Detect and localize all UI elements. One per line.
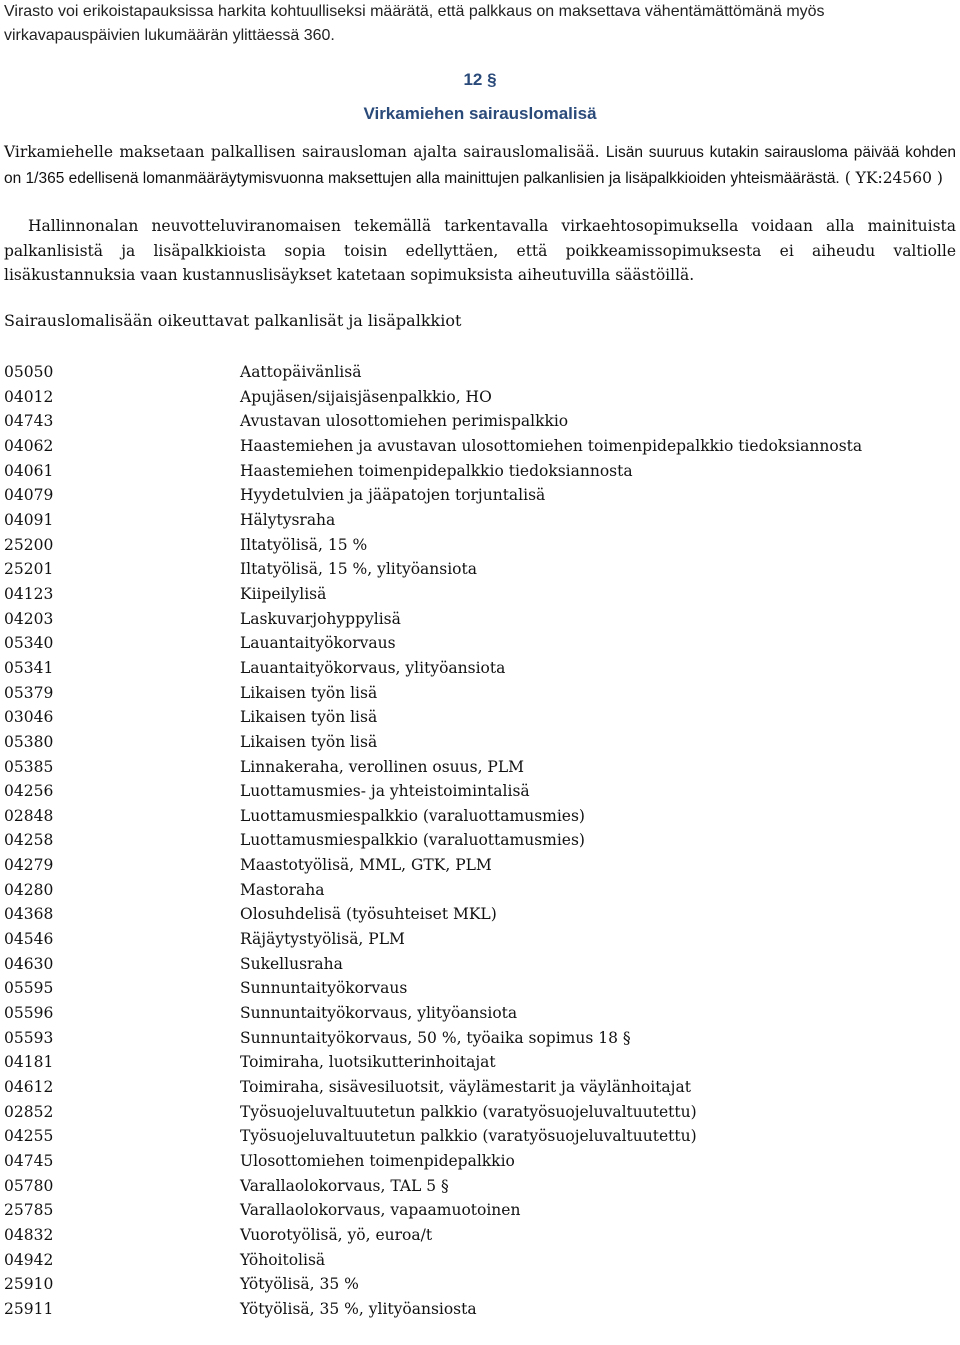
item-code: 04256 <box>4 782 54 801</box>
item-code: 04612 <box>4 1078 54 1097</box>
item-code: 25200 <box>4 535 54 554</box>
intro-amount-text: Lisän suuruus kutakin sairausloma päivää kohden on 1/365 edellisenä lomanmääräytymisvuonna maksettujen alla mainittujen palkanlisien ja lisäpalkkioiden yhteismäärästä. <box>4 144 956 187</box>
item-description: Yöhoitolisä <box>240 1250 326 1269</box>
list-item <box>4 1001 954 1026</box>
item-description: Toimiraha, luotsikutterinhoitajat <box>240 1053 496 1072</box>
list-item <box>4 1100 954 1125</box>
item-description: Räjäytystyölisä, PLM <box>240 930 405 949</box>
item-description: Aattopäivänlisä <box>240 363 362 381</box>
item-description: Työsuojeluvaltuutetun palkkio (varatyösuojeluvaltuutettu) <box>240 1127 697 1146</box>
item-description: Linnakeraha, verollinen osuus, PLM <box>240 757 525 776</box>
item-code: 04255 <box>4 1127 54 1146</box>
item-code: 04012 <box>4 387 54 406</box>
agreement-paragraph <box>4 214 956 288</box>
list-item <box>4 1075 954 1100</box>
item-code: 05380 <box>4 732 54 751</box>
item-description: Varallaolokorvaus, vapaamuotoinen <box>240 1201 521 1220</box>
item-description: Olosuhdelisä (työsuhteiset MKL) <box>240 905 497 924</box>
item-code: 04745 <box>4 1152 54 1170</box>
item-description: Kiipeilylisä <box>240 584 327 603</box>
section-number: 12 § <box>463 70 497 89</box>
list-item <box>4 533 954 558</box>
item-code: 04079 <box>4 486 54 505</box>
item-description: Luottamusmiespalkkio (varaluottamusmies) <box>240 806 585 825</box>
list-item <box>4 1248 954 1273</box>
agreement-text: Hallinnonalan neuvotteluviranomaisen tekemällä tarkentavalla virkaehtosopimuksella voidaan alla mainituista palkanlisistä ja lisäpalkkioista sopia toisin edellyttäen, että poikkeamissopimuksesta ei aiheudu valtiolle lisäkustannuksia vaan kustannuslisäykset katetaan sopimuksista aiheutuvilla säästöillä. <box>4 217 956 285</box>
intro-text: Virkamiehelle maksetaan palkallisen sairausloman ajalta sairauslomalisää. <box>4 143 600 161</box>
list-item <box>4 976 954 1001</box>
item-description: Avustavan ulosottomiehen perimispalkkio <box>240 412 569 431</box>
item-code: 25201 <box>4 560 54 579</box>
item-description: Lauantaityökorvaus <box>240 634 396 653</box>
item-description: Vuorotyölisä, yö, euroa/t <box>240 1225 433 1244</box>
item-description: Likaisen työn lisä <box>240 732 378 751</box>
item-code: 25911 <box>4 1299 54 1318</box>
intro-reference: ( YK:24560 ) <box>844 168 943 187</box>
item-description: Iltatyölisä, 15 % <box>240 535 368 554</box>
list-item <box>4 952 954 977</box>
list-item <box>4 582 954 607</box>
list-item <box>4 409 954 434</box>
item-description: Luottamusmies- ja yhteistoimintalisä <box>240 782 530 801</box>
item-description: Yötyölisä, 35 %, ylityöansiosta <box>240 1299 477 1318</box>
item-code: 04280 <box>4 880 54 899</box>
list-item <box>4 828 954 853</box>
item-description: Työsuojeluvaltuutetun palkkio (varatyösuojeluvaltuutettu) <box>240 1102 697 1121</box>
item-code: 04258 <box>4 831 54 850</box>
list-item <box>4 681 954 706</box>
list-item <box>4 607 954 632</box>
list-item <box>4 1198 954 1223</box>
item-code: 05593 <box>4 1028 54 1047</box>
list-item <box>4 804 954 829</box>
item-code: 04279 <box>4 856 54 875</box>
item-code: 05596 <box>4 1004 54 1023</box>
item-description: Maastotyölisä, MML, GTK, PLM <box>240 856 492 875</box>
list-item <box>4 755 954 780</box>
list-item <box>4 434 954 459</box>
item-code: 04630 <box>4 954 54 973</box>
item-description: Sukellusraha <box>240 954 343 973</box>
list-item <box>4 1026 954 1051</box>
list-item <box>4 878 954 903</box>
item-description: Sunnuntaityökorvaus, 50 %, työaika sopimus 18 § <box>240 1028 631 1047</box>
item-code: 05341 <box>4 658 54 677</box>
item-code: 04832 <box>4 1225 54 1244</box>
item-description: Lauantaityökorvaus, ylityöansiota <box>240 658 506 677</box>
list-item <box>4 385 954 410</box>
item-code: 04091 <box>4 510 54 529</box>
item-description: Likaisen työn lisä <box>240 708 378 727</box>
list-item <box>4 730 954 755</box>
list-item <box>4 459 954 484</box>
item-code: 04546 <box>4 930 54 949</box>
list-heading: Sairauslomalisään oikeuttavat palkanlisät ja lisäpalkkiot <box>4 311 462 330</box>
item-description: Apujäsen/sijaisjäsenpalkkio, HO <box>240 387 492 406</box>
item-code: 25910 <box>4 1275 54 1294</box>
list-item <box>4 1272 954 1297</box>
item-code: 02848 <box>4 806 54 825</box>
item-description: Luottamusmiespalkkio (varaluottamusmies) <box>240 831 585 850</box>
item-code: 04942 <box>4 1250 54 1269</box>
item-code: 04061 <box>4 461 54 480</box>
list-item <box>4 483 954 508</box>
item-code: 05385 <box>4 757 54 776</box>
item-description: Sunnuntaityökorvaus, ylityöansiota <box>240 1004 518 1023</box>
list-item <box>4 779 954 804</box>
item-code: 05780 <box>4 1176 54 1195</box>
item-description: Mastoraha <box>240 880 325 899</box>
item-code: 04368 <box>4 905 54 924</box>
item-description: Toimiraha, sisävesiluotsit, väylämestarit ja väylänhoitajat <box>240 1078 691 1097</box>
item-code: 04181 <box>4 1053 54 1072</box>
item-code: 04743 <box>4 412 54 431</box>
list-item <box>4 1174 954 1199</box>
item-description: Hyydetulvien ja jääpatojen torjuntalisä <box>240 486 546 505</box>
item-description: Likaisen työn lisä <box>240 683 378 702</box>
item-description: Varallaolokorvaus, TAL 5 § <box>240 1176 449 1195</box>
allowance-code-list <box>4 360 954 1322</box>
item-code: 25785 <box>4 1201 54 1220</box>
list-item <box>4 705 954 730</box>
list-item <box>4 631 954 656</box>
list-item <box>4 927 954 952</box>
item-description: Haastemiehen ja avustavan ulosottomiehen toimenpidepalkkio tiedoksiannosta <box>240 436 863 455</box>
item-description: Laskuvarjohyppylisä <box>240 609 401 628</box>
item-description: Sunnuntaityökorvaus <box>240 979 408 998</box>
item-code: 05050 <box>4 363 54 381</box>
intro-paragraph <box>4 140 956 191</box>
list-item <box>4 557 954 582</box>
list-item <box>4 853 954 878</box>
item-code: 04203 <box>4 609 54 628</box>
list-item <box>4 1297 954 1322</box>
item-code: 03046 <box>4 708 54 727</box>
item-description: Iltatyölisä, 15 %, ylityöansiota <box>240 560 477 579</box>
list-item <box>4 1124 954 1149</box>
item-description: Hälytysraha <box>240 510 336 529</box>
item-code: 05379 <box>4 683 54 702</box>
list-item <box>4 508 954 533</box>
continuation-paragraph: Virasto voi erikoistapauksissa harkita kohtuulliseksi määrätä, että palkkaus on maksettava vähentämättömänä myös virkavapauspäivien lukumäärän ylittäessä 360. <box>4 3 825 44</box>
list-item <box>4 1149 954 1174</box>
list-item <box>4 902 954 927</box>
item-code: 05595 <box>4 979 54 998</box>
list-item <box>4 656 954 681</box>
item-code: 02852 <box>4 1102 54 1121</box>
section-title: Virkamiehen sairauslomalisä <box>363 104 597 123</box>
list-item <box>4 1223 954 1248</box>
item-code: 04062 <box>4 436 54 455</box>
item-code: 04123 <box>4 584 54 603</box>
item-description: Ulosottomiehen toimenpidepalkkio <box>240 1152 515 1170</box>
list-item <box>4 360 954 385</box>
list-item <box>4 1050 954 1075</box>
item-description: Yötyölisä, 35 % <box>240 1275 359 1294</box>
item-description: Haastemiehen toimenpidepalkkio tiedoksiannosta <box>240 461 633 480</box>
item-code: 05340 <box>4 634 54 653</box>
